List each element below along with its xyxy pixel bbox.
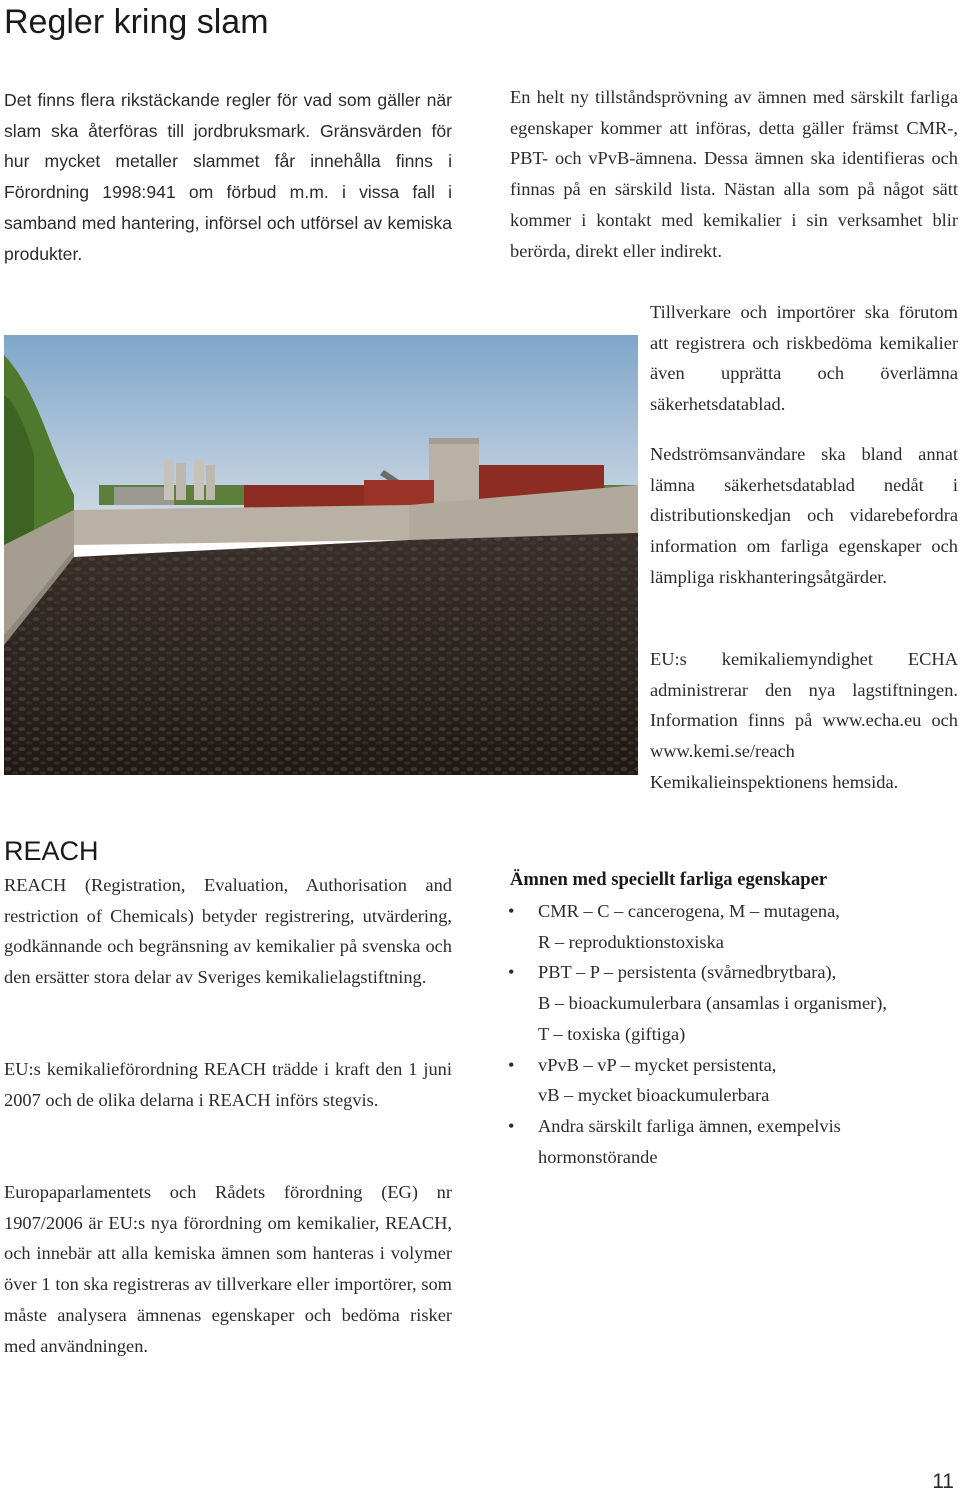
bullet-icon: •	[508, 901, 515, 921]
list-item: • vPvB – vP – mycket persistenta, vB – mycket bioackumulerbara	[508, 1050, 958, 1111]
reach-timeline-paragraph: EU:s kemikalieförordning REACH trädde i kraft den 1 juni 2007 och de olika delarna i REACH införs stegvis.	[4, 1059, 452, 1110]
approval-paragraph: En helt ny tillståndsprövning av ämnen med särskilt farliga egenskaper kommer att införas, detta gäller främst CMR-, PBT- och vPvB-ämnena. Dessa ämnen ska identifieras och finnas på en särskild lista. Nästan alla som på något sätt kommer i kontakt med kemikalier i sin verksamhet blir berörda, direkt eller indirekt.	[510, 87, 958, 261]
page-number: 11	[932, 1470, 954, 1493]
properties-list	[508, 896, 958, 1172]
properties-heading: Ämnen med speciellt farliga egenskaper	[510, 869, 828, 890]
list-item: • Andra särskilt farliga ämnen, exempelvis hormonstörande	[508, 1111, 958, 1172]
echa-paragraph: EU:s kemikaliemyndighet ECHA administrerar den nya lagstiftningen. Information finns på www.echa.eu och www.kemi.se/reach Kemikalieinspektionens hemsida.	[650, 649, 958, 792]
list-item: • PBT – P – persistenta (svårnedbrytbara), B – bioackumulerbara (ansamlas i organismer), T – toxiska (giftiga)	[508, 957, 958, 1049]
reach-definition-paragraph: REACH (Registration, Evaluation, Authorisation and restriction of Chemicals) betyder registrering, utvärdering, godkännande och begränsning av kemikalier på svenska och den ersätter stora delar av Sveriges kemikalielagstiftning.	[4, 875, 452, 988]
downstream-users-paragraph: Nedströmsanvändare ska bland annat lämna säkerhetsdatablad nedåt i distributionskedjan och vidarebefordra information om farliga egenskaper och lämpliga riskhanteringsåtgärder.	[650, 444, 958, 587]
manufacturers-paragraph: Tillverkare och importörer ska förutom att registrera och riskbedöma kemikalier även upprätta och överlämna säkerhetsdatablad.	[650, 302, 958, 415]
reach-heading: REACH	[4, 836, 99, 866]
page-title: Regler kring slam	[4, 3, 269, 41]
list-item: • CMR – C – cancerogena, M – mutagena, R – reproduktionstoxiska	[508, 896, 958, 957]
bullet-icon: •	[508, 1115, 515, 1136]
sludge-basin-photo	[4, 335, 638, 775]
bullet-icon: •	[508, 962, 515, 983]
intro-paragraph: Det finns flera rikstäckande regler för vad som gäller när slam ska återföras till jordbruksmark. Gränsvärden för hur mycket metaller slammet får innehålla finns i Förordning 1998:941 om förbud m.m. i vissa fall i samband med hantering, införsel och utförsel av kemiska produkter.	[4, 90, 452, 264]
bullet-icon: •	[508, 1054, 515, 1075]
reach-regulation-paragraph: Europaparlamentets och Rådets förordning (EG) nr 1907/2006 är EU:s nya förordning om kemikalier, REACH, och innebär att alla kemiska ämnen som hanteras i volymer över 1 ton ska registreras av tillverkare eller importörer, som måste analysera ämnenas egenskaper och bedöma risker med användningen.	[4, 1182, 452, 1356]
